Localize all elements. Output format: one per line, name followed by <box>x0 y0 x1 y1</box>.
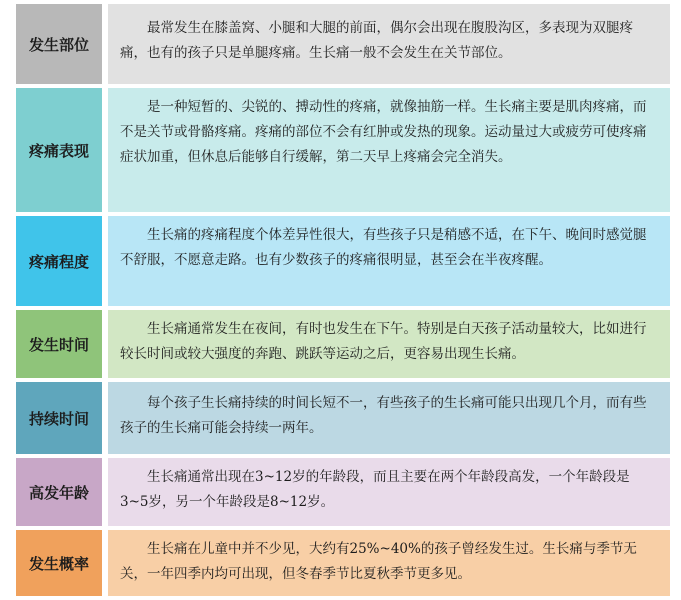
row-label: 发生时间 <box>16 310 102 378</box>
row-content: 是一种短暂的、尖锐的、搏动性的疼痛，就像抽筋一样。生长痛主要是肌肉疼痛，而不是关节或骨骼疼痛。疼痛的部位不会有红肿或发热的现象。运动量过大或疲劳可使疼痛症状加重，但休息后能够自行缓解，第二天早上疼痛会完全消失。 <box>108 88 670 212</box>
row-content: 生长痛通常发生在夜间，有时也发生在下午。特别是白天孩子活动量较大，比如进行较长时间或较大强度的奔跑、跳跃等运动之后，更容易出现生长痛。 <box>108 310 670 378</box>
row-content: 每个孩子生长痛持续的时间长短不一，有些孩子的生长痛可能只出现几个月，而有些孩子的生长痛可能会持续一两年。 <box>108 382 670 454</box>
table-row <box>16 310 670 378</box>
table-row <box>16 530 670 596</box>
table-row <box>16 382 670 454</box>
row-label: 发生部位 <box>16 4 102 84</box>
row-content: 最常发生在膝盖窝、小腿和大腿的前面，偶尔会出现在腹股沟区，多表现为双腿疼痛，也有的孩子只是单腿疼痛。生长痛一般不会发生在关节部位。 <box>108 4 670 84</box>
row-label: 疼痛表现 <box>16 88 102 212</box>
row-label: 发生概率 <box>16 530 102 596</box>
table-row <box>16 88 670 212</box>
row-content: 生长痛通常出现在3~12岁的年龄段，而且主要在两个年龄段高发，一个年龄段是3~5岁，另一个年龄段是8~12岁。 <box>108 458 670 526</box>
table-row <box>16 4 670 84</box>
row-label: 高发年龄 <box>16 458 102 526</box>
row-label: 疼痛程度 <box>16 216 102 306</box>
row-label: 持续时间 <box>16 382 102 454</box>
table-row <box>16 216 670 306</box>
row-content: 生长痛在儿童中并不少见，大约有25%~40%的孩子曾经发生过。生长痛与季节无关，一年四季内均可出现，但冬春季节比夏秋季节更多见。 <box>108 530 670 596</box>
table-row <box>16 458 670 526</box>
row-content: 生长痛的疼痛程度个体差异性很大，有些孩子只是稍感不适，在下午、晚间时感觉腿不舒服，不愿意走路。也有少数孩子的疼痛很明显，甚至会在半夜疼醒。 <box>108 216 670 306</box>
